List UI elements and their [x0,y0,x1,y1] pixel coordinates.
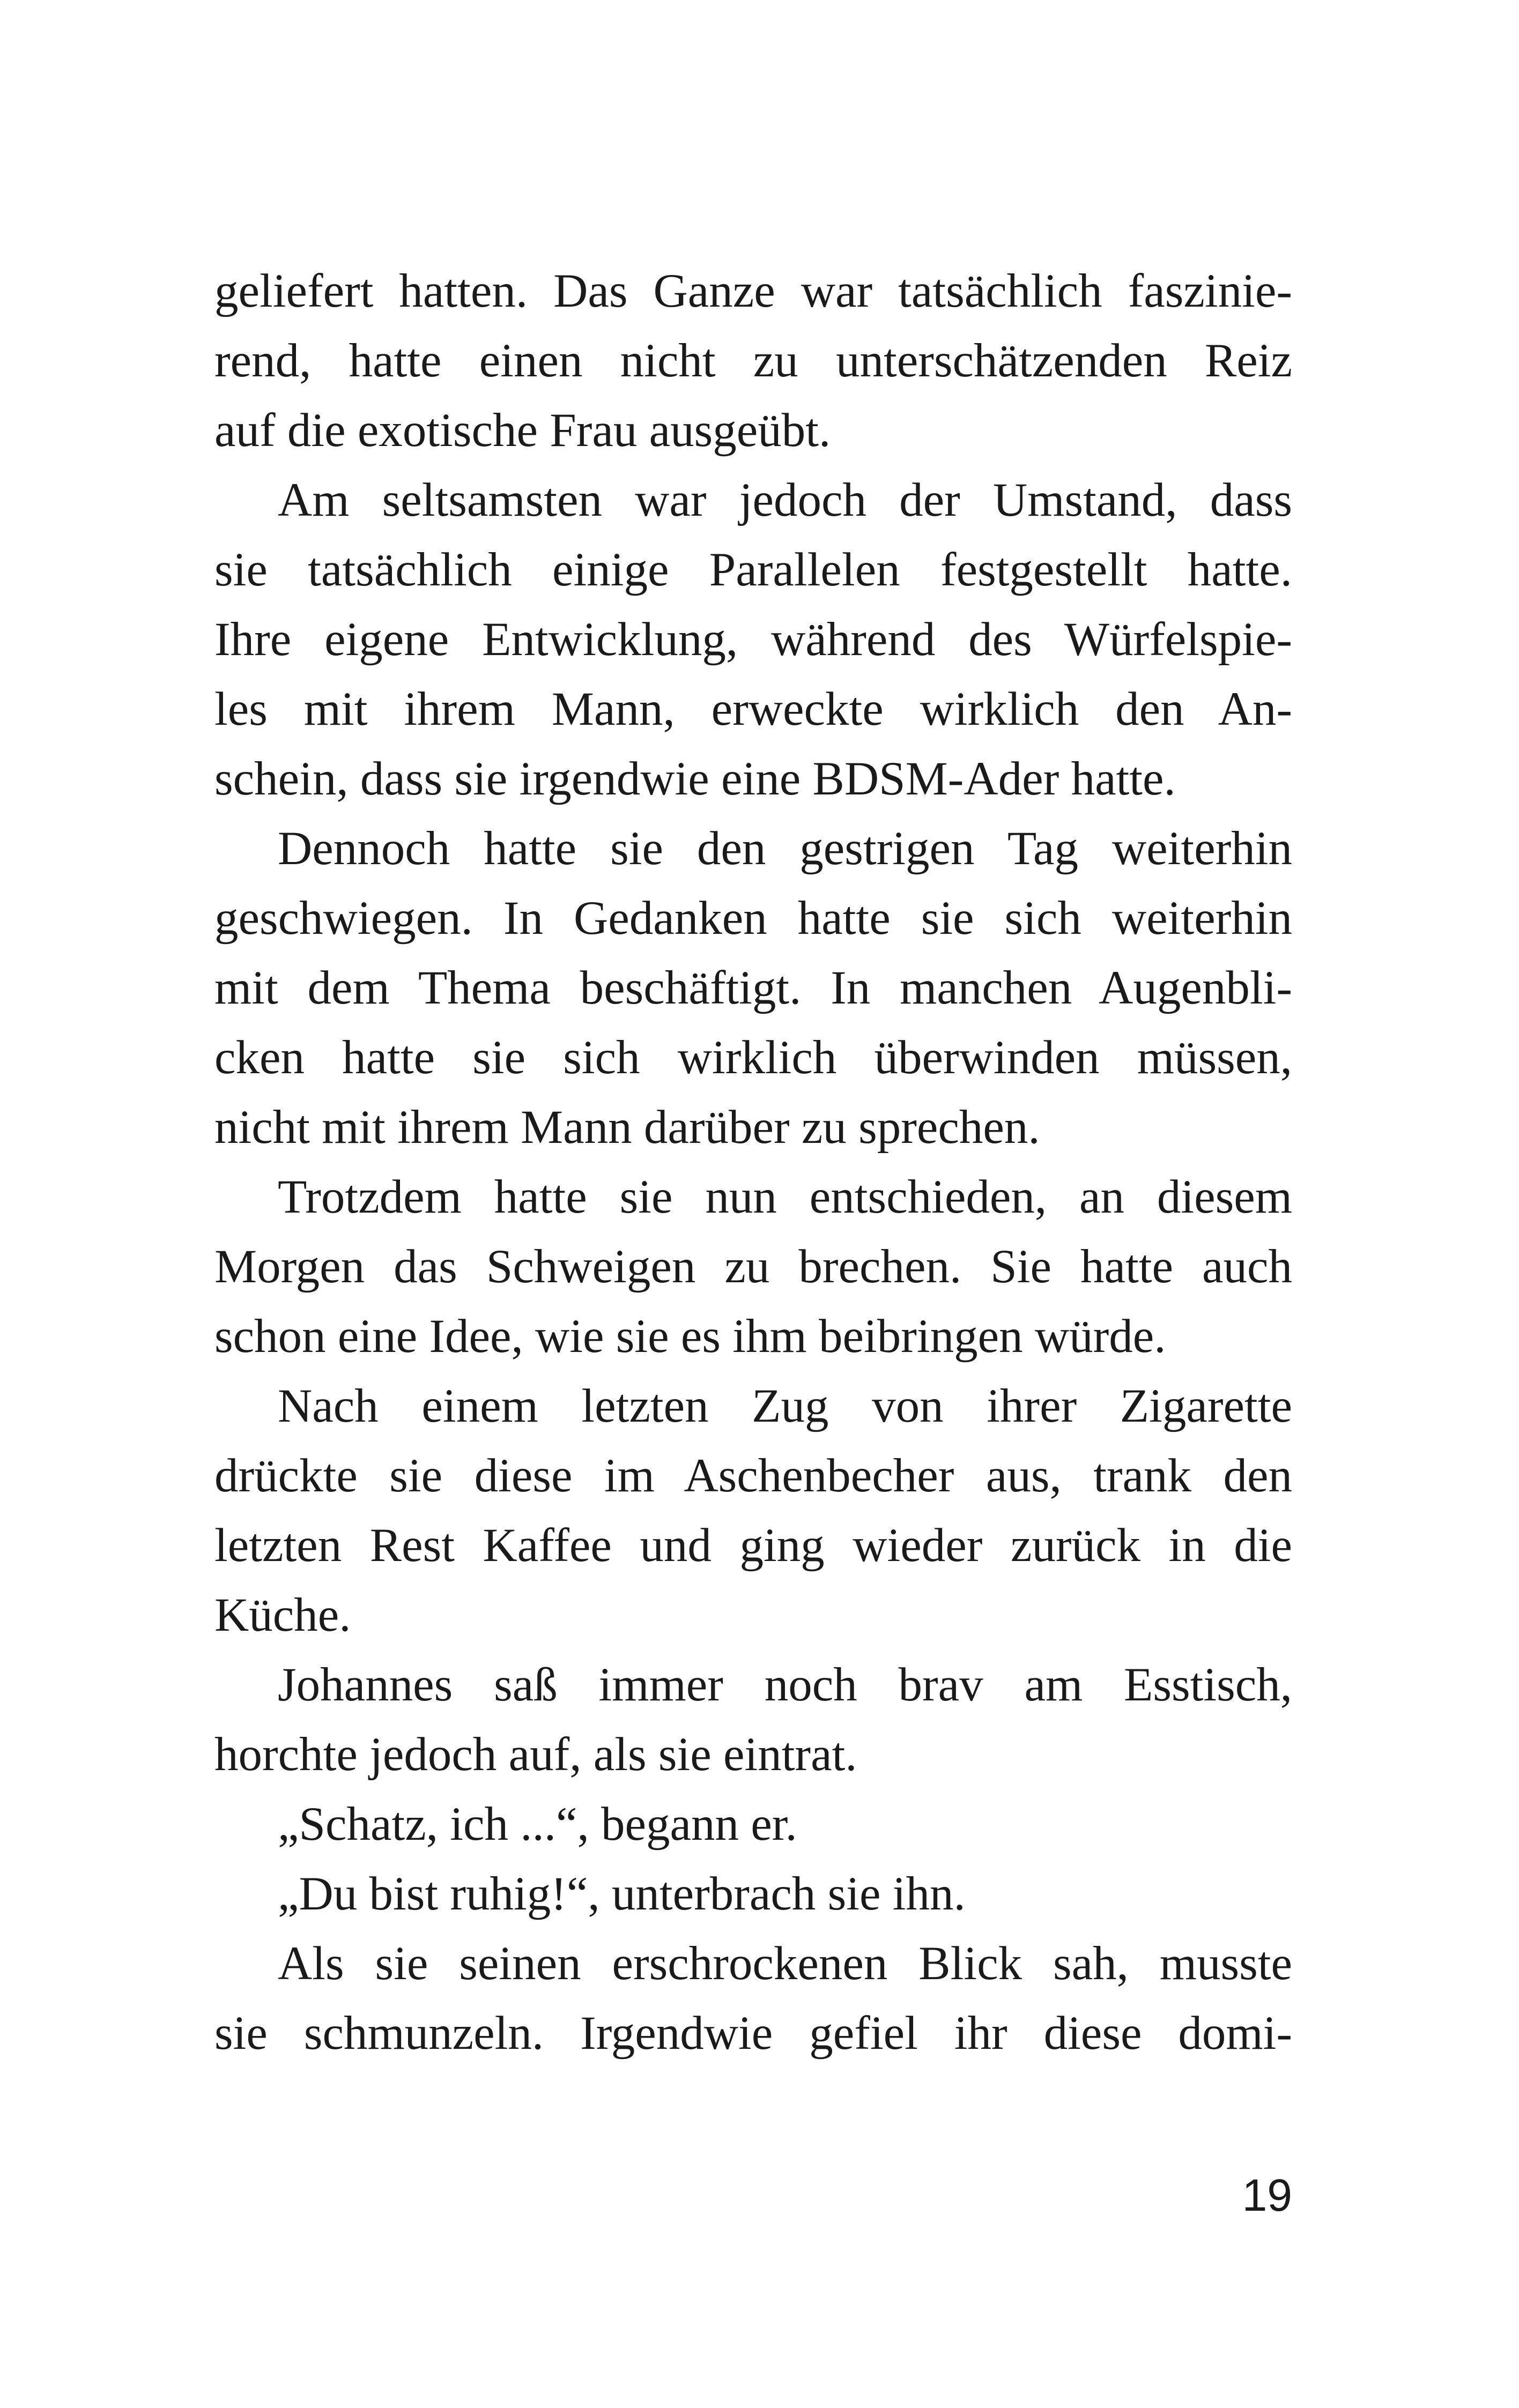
text-line: cken hatte sie sich wirklich überwinden müssen, [214,1031,1292,1084]
text-line: schon eine Idee, wie sie es ihm beibringen würde. [214,1310,1166,1363]
text-line: Trotzdem hatte sie nun entschieden, an diesem [278,1171,1292,1223]
text-line: rend, hatte einen nicht zu unterschätzenden Reiz [214,335,1292,387]
text-line: Ihre eigene Entwicklung, während des Würfelspie- [214,613,1292,666]
text-line: Morgen das Schweigen zu brechen. Sie hatte auch [214,1240,1292,1293]
text-line: Am seltsamsten war jedoch der Umstand, dass [278,474,1292,526]
text-line: Dennoch hatte sie den gestrigen Tag weiterhin [278,822,1292,875]
text-line: Küche. [214,1589,351,1641]
text-line: drückte sie diese im Aschenbecher aus, trank den [214,1450,1292,1502]
text-line: „Du bist ruhig!“, unterbrach sie ihn. [278,1868,966,1920]
text-line: geschwiegen. In Gedanken hatte sie sich weiterhin [214,892,1292,945]
text-line: auf die exotische Frau ausgeübt. [214,404,831,457]
text-line: sie schmunzeln. Irgendwie gefiel ihr diese domi- [214,2007,1292,2060]
text-line: Johannes saß immer noch brav am Esstisch, [278,1659,1292,1711]
text-line: mit dem Thema beschäftigt. In manchen Augenbli- [214,962,1292,1014]
page-number: 19 [1242,2170,1292,2220]
text-line: „Schatz, ich ...“, begann er. [278,1798,797,1850]
text-line: nicht mit ihrem Mann darüber zu sprechen. [214,1101,1040,1154]
text-line: Als sie seinen erschrockenen Blick sah, musste [278,1937,1292,1990]
text-line: letzten Rest Kaffee und ging wieder zurück in die [214,1519,1292,1572]
text-line: les mit ihrem Mann, erweckte wirklich den An- [214,683,1292,735]
text-line: geliefert hatten. Das Ganze war tatsächlich faszinie- [214,265,1292,317]
text-line: sie tatsächlich einige Parallelen festgestellt hatte. [214,544,1292,596]
text-line: schein, dass sie irgendwie eine BDSM-Ader hatte. [214,753,1176,805]
body-text [214,256,1292,2068]
text-line: horchte jedoch auf, als sie eintrat. [214,1728,857,1781]
text-line: Nach einem letzten Zug von ihrer Zigarette [278,1380,1292,1432]
